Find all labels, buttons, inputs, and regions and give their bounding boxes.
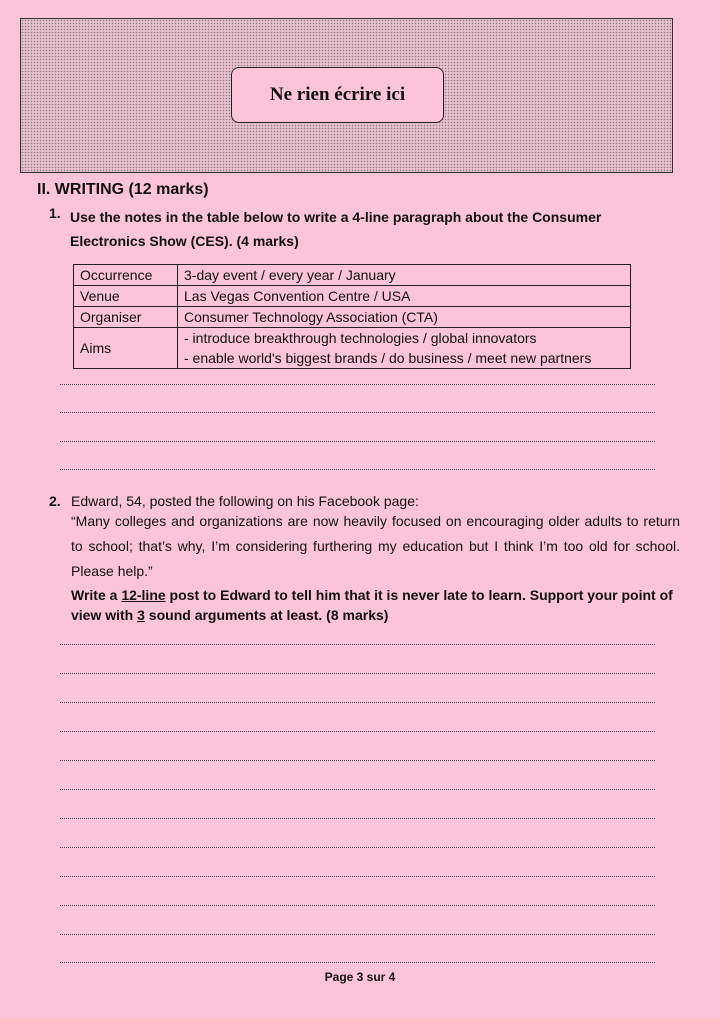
table-value: Las Vegas Convention Centre / USA bbox=[178, 286, 631, 307]
notes-table bbox=[73, 264, 631, 369]
answer-line[interactable] bbox=[60, 672, 655, 674]
table-row bbox=[74, 286, 631, 307]
answer-line[interactable] bbox=[60, 759, 655, 761]
answer-line[interactable] bbox=[60, 643, 655, 645]
task-text: Write a bbox=[71, 587, 122, 603]
answer-line[interactable] bbox=[60, 904, 655, 906]
q2-task bbox=[71, 585, 680, 625]
answer-line[interactable] bbox=[60, 411, 655, 413]
q2-quote: “Many colleges and organizations are now heavily focused on encouraging older adults to return to school; that’s why, I’m considering furthering my education but I think I’m too old for school. Please help.” bbox=[71, 513, 680, 579]
answer-line[interactable] bbox=[60, 933, 655, 935]
table-row bbox=[74, 265, 631, 286]
section-title: II. WRITING (12 marks) bbox=[37, 181, 209, 198]
no-write-label: Ne rien écrire ici bbox=[231, 67, 444, 123]
answer-line[interactable] bbox=[60, 468, 655, 470]
answer-line[interactable] bbox=[60, 440, 655, 442]
table-value: Consumer Technology Association (CTA) bbox=[178, 307, 631, 328]
task-underlined: 3 bbox=[137, 607, 145, 623]
table-key: Venue bbox=[74, 286, 178, 307]
answer-line[interactable] bbox=[60, 788, 655, 790]
aim-line: - enable world's biggest brands / do business / meet new partners bbox=[184, 350, 592, 366]
q1-instruction: Use the notes in the table below to write a 4-line paragraph about the Consumer Electronics Show (CES). (4 marks) bbox=[70, 209, 602, 249]
answer-line[interactable] bbox=[60, 817, 655, 819]
aim-line: - introduce breakthrough technologies / global innovators bbox=[184, 330, 537, 346]
table-row bbox=[74, 307, 631, 328]
table-row bbox=[74, 328, 631, 369]
table-value bbox=[178, 328, 631, 369]
page-number: Page 3 sur 4 bbox=[324, 970, 396, 984]
answer-line[interactable] bbox=[60, 846, 655, 848]
task-text: sound arguments at least. (8 marks) bbox=[144, 607, 389, 623]
q2-intro: Edward, 54, posted the following on his Facebook page: bbox=[71, 493, 419, 509]
table-key: Organiser bbox=[74, 307, 178, 328]
answer-line[interactable] bbox=[60, 961, 655, 963]
task-underlined: 12-line bbox=[121, 587, 166, 603]
answer-line[interactable] bbox=[60, 875, 655, 877]
q1-number: 1. bbox=[49, 205, 61, 221]
task-text: post to Edward to tell him that it is never late to learn. Support your point of view with bbox=[71, 587, 673, 623]
table-key: Occurrence bbox=[74, 265, 178, 286]
q2-number: 2. bbox=[49, 493, 61, 509]
table-value: 3-day event / every year / January bbox=[178, 265, 631, 286]
answer-line[interactable] bbox=[60, 730, 655, 732]
table-key: Aims bbox=[74, 328, 178, 369]
answer-line[interactable] bbox=[60, 383, 655, 385]
answer-line[interactable] bbox=[60, 701, 655, 703]
